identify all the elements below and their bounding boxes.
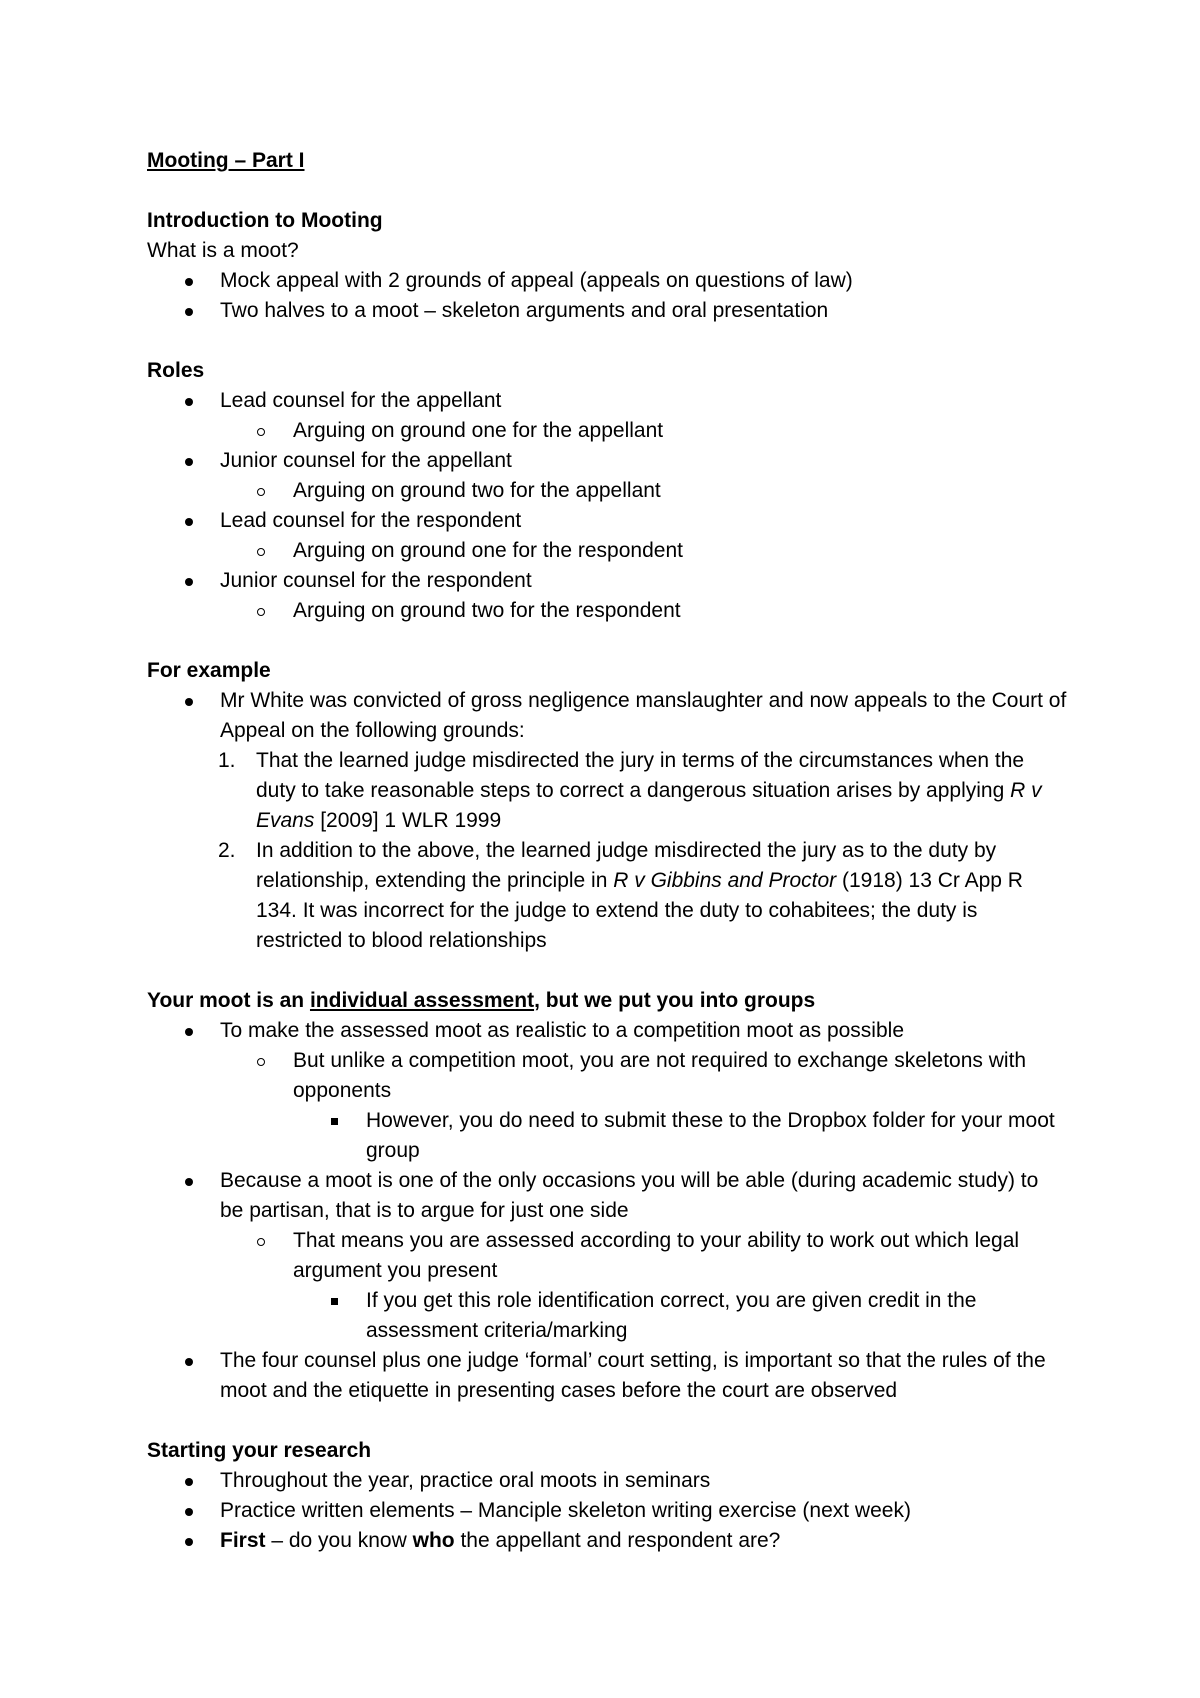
list-subitem: But unlike a competition moot, you are not required to exchange skeletons with opponents [147,1046,1067,1106]
research-list [147,1466,1067,1556]
circle-bullet-icon [257,488,265,496]
bullet-icon [185,308,193,316]
intro-list [147,266,1067,326]
bullet-icon [185,398,193,406]
bullet-icon [185,1538,193,1546]
bullet-icon [185,1358,193,1366]
list-item: Lead counsel for the respondent [147,506,1067,536]
circle-bullet-icon [257,608,265,616]
grounds-list [147,746,1067,956]
list-item: Lead counsel for the appellant [147,386,1067,416]
ground-item: 2. In addition to the above, the learned judge misdirected the jury as to the duty by relationship, extending the principle in R v Gibbins and Proctor (1918) 13 Cr App R 134. It was incorrect for the judge to extend the duty to cohabitees; the duty is restricted to blood relationships [218,839,1023,952]
assessment-list [147,1016,1067,1406]
bullet-icon [185,1508,193,1516]
emphasis-underline: individual assessment [309,989,535,1012]
list-subitem: Arguing on ground two for the respondent [147,596,1067,626]
list-subitem: Arguing on ground two for the appellant [147,476,1067,506]
list-subitem: Arguing on ground one for the appellant [147,416,1067,446]
intro-question: What is a moot? [147,239,299,262]
circle-bullet-icon [257,1238,265,1246]
research-heading: Starting your research [147,1439,372,1462]
page-title: Mooting – Part I [147,149,305,172]
list-subsubitem: If you get this role identification correct, you are given credit in the assessment criteria/marking [147,1286,1067,1346]
bullet-icon [185,1178,193,1186]
bullet-icon [185,458,193,466]
example-list [147,686,1067,746]
intro-heading: Introduction to Mooting [147,209,383,232]
roles-list [147,386,1067,626]
circle-bullet-icon [257,1058,265,1066]
case-citation: R v Gibbins and Proctor [613,869,837,892]
document-page [147,146,1067,1556]
bullet-icon [185,578,193,586]
list-item: Junior counsel for the appellant [147,446,1067,476]
list-item: Because a moot is one of the only occasions you will be able (during academic study) to be partisan, that is to argue for just one side [147,1166,1067,1226]
circle-bullet-icon [257,428,265,436]
list-item: The four counsel plus one judge ‘formal’ court setting, is important so that the rules of the moot and the etiquette in presenting cases before the court are observed [147,1346,1067,1406]
roles-heading: Roles [147,359,205,382]
list-item: Junior counsel for the respondent [147,566,1067,596]
list-item: Practice written elements – Manciple skeleton writing exercise (next week) [147,1496,1067,1526]
list-item: Throughout the year, practice oral moots in seminars [147,1466,1067,1496]
bullet-icon [185,518,193,526]
list-item: Mock appeal with 2 grounds of appeal (appeals on questions of law) [147,266,1067,296]
bullet-icon [185,278,193,286]
example-heading: For example [147,659,271,682]
bullet-icon [185,1028,193,1036]
list-item: To make the assessed moot as realistic to a competition moot as possible [147,1016,1067,1046]
assessment-heading: Your moot is an individual assessment, but we put you into groups [147,989,816,1012]
list-item: Mr White was convicted of gross negligence manslaughter and now appeals to the Court of Appeal on the following grounds: [147,686,1067,746]
list-subitem: Arguing on ground one for the respondent [147,536,1067,566]
case-citation: R v Evans [256,779,1042,832]
list-item: Two halves to a moot – skeleton arguments and oral presentation [147,296,1067,326]
list-subsubitem: However, you do need to submit these to the Dropbox folder for your moot group [147,1106,1067,1166]
bullet-icon [185,698,193,706]
circle-bullet-icon [257,548,265,556]
list-item: First – do you know who the appellant and respondent are? [147,1526,1067,1556]
square-bullet-icon [331,1298,338,1305]
square-bullet-icon [331,1118,338,1125]
list-subitem: That means you are assessed according to your ability to work out which legal argument you present [147,1226,1067,1286]
ground-item: 1. That the learned judge misdirected the jury in terms of the circumstances when the duty to take reasonable steps to correct a dangerous situation arises by applying R v Evans [2009] 1 WLR 1999 [218,749,1042,832]
bullet-icon [185,1478,193,1486]
